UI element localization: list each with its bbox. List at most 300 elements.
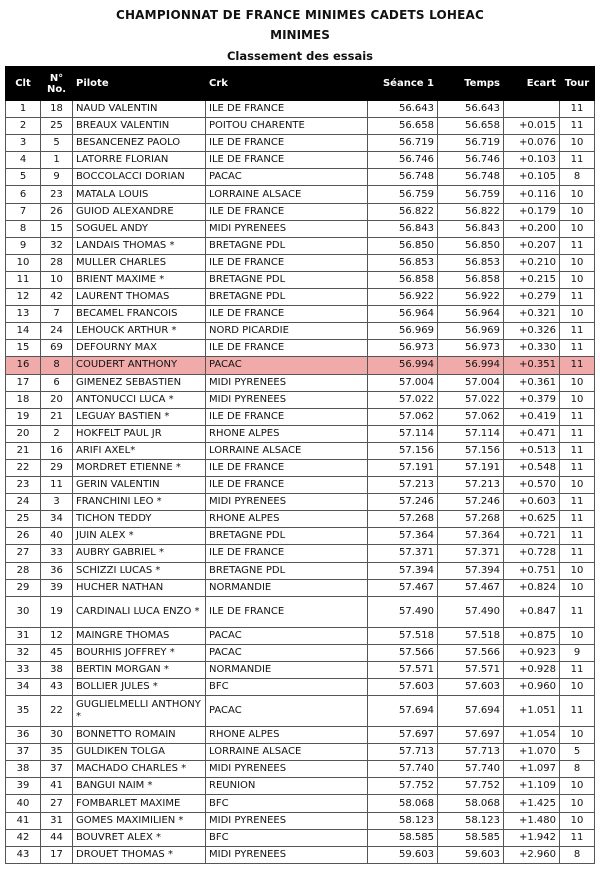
cell-number: 18 — [41, 101, 73, 118]
cell-number: 10 — [41, 271, 73, 288]
cell-temps: 57.156 — [438, 442, 504, 459]
cell-clt: 38 — [6, 761, 41, 778]
cell-crk: RHONE ALPES — [206, 425, 368, 442]
table-row — [6, 829, 595, 846]
table-row — [6, 459, 595, 476]
table-row — [6, 596, 595, 627]
cell-ecart: +0.361 — [504, 374, 560, 391]
cell-number: 35 — [41, 744, 73, 761]
cell-temps: 56.822 — [438, 203, 504, 220]
cell-temps: 58.585 — [438, 829, 504, 846]
cell-crk: ILE DE FRANCE — [206, 459, 368, 476]
cell-clt: 19 — [6, 408, 41, 425]
cell-clt: 9 — [6, 237, 41, 254]
cell-seance1: 56.853 — [368, 254, 438, 271]
cell-number: 8 — [41, 357, 73, 374]
cell-ecart: +0.179 — [504, 203, 560, 220]
cell-seance1: 57.191 — [368, 459, 438, 476]
cell-clt: 33 — [6, 661, 41, 678]
cell-seance1: 57.697 — [368, 727, 438, 744]
cell-seance1: 57.022 — [368, 391, 438, 408]
cell-temps: 57.114 — [438, 425, 504, 442]
cell-crk: PACAC — [206, 627, 368, 644]
cell-temps: 57.022 — [438, 391, 504, 408]
cell-crk: REUNION — [206, 778, 368, 795]
cell-clt: 20 — [6, 425, 41, 442]
cell-ecart: +1.070 — [504, 744, 560, 761]
cell-crk: PACAC — [206, 357, 368, 374]
cell-clt: 3 — [6, 135, 41, 152]
cell-tour: 10 — [560, 778, 595, 795]
cell-clt: 27 — [6, 545, 41, 562]
cell-tour: 10 — [560, 135, 595, 152]
cell-ecart: +0.751 — [504, 562, 560, 579]
cell-seance1: 57.518 — [368, 627, 438, 644]
cell-pilote: DROUET THOMAS * — [73, 846, 206, 863]
cell-temps: 57.246 — [438, 494, 504, 511]
cell-seance1: 57.246 — [368, 494, 438, 511]
cell-pilote: BECAMEL FRANCOIS — [73, 306, 206, 323]
table-row — [6, 408, 595, 425]
cell-clt: 18 — [6, 391, 41, 408]
cell-clt: 23 — [6, 477, 41, 494]
cell-clt: 29 — [6, 579, 41, 596]
cell-temps: 56.759 — [438, 186, 504, 203]
cell-ecart: +0.103 — [504, 152, 560, 169]
cell-number: 24 — [41, 323, 73, 340]
table-row — [6, 627, 595, 644]
cell-number: 19 — [41, 596, 73, 627]
cell-number: 11 — [41, 477, 73, 494]
table-row — [6, 696, 595, 727]
cell-pilote: LEGUAY BASTIEN * — [73, 408, 206, 425]
cell-temps: 57.191 — [438, 459, 504, 476]
cell-seance1: 58.585 — [368, 829, 438, 846]
cell-seance1: 56.973 — [368, 340, 438, 357]
col-header-tour: Tour — [560, 67, 595, 101]
table-header-row — [6, 67, 595, 101]
cell-seance1: 57.740 — [368, 761, 438, 778]
cell-crk: ILE DE FRANCE — [206, 152, 368, 169]
cell-temps: 56.969 — [438, 323, 504, 340]
cell-pilote: LAURENT THOMAS — [73, 289, 206, 306]
cell-tour: 10 — [560, 627, 595, 644]
cell-pilote: GUIOD ALEXANDRE — [73, 203, 206, 220]
cell-ecart: +0.928 — [504, 661, 560, 678]
cell-crk: MIDI PYRENEES — [206, 761, 368, 778]
cell-number: 43 — [41, 679, 73, 696]
cell-clt: 25 — [6, 511, 41, 528]
cell-number: 69 — [41, 340, 73, 357]
cell-clt: 39 — [6, 778, 41, 795]
cell-temps: 57.566 — [438, 644, 504, 661]
cell-ecart: +1.109 — [504, 778, 560, 795]
cell-seance1: 56.748 — [368, 169, 438, 186]
cell-ecart: +0.105 — [504, 169, 560, 186]
cell-tour: 8 — [560, 846, 595, 863]
cell-temps: 58.123 — [438, 812, 504, 829]
cell-ecart: +1.097 — [504, 761, 560, 778]
cell-clt: 15 — [6, 340, 41, 357]
cell-temps: 56.994 — [438, 357, 504, 374]
cell-clt: 17 — [6, 374, 41, 391]
table-row — [6, 511, 595, 528]
cell-tour: 11 — [560, 237, 595, 254]
cell-tour: 11 — [560, 696, 595, 727]
table-row — [6, 169, 595, 186]
cell-crk: BFC — [206, 679, 368, 696]
cell-crk: MIDI PYRENEES — [206, 812, 368, 829]
cell-tour: 11 — [560, 494, 595, 511]
cell-crk: ILE DE FRANCE — [206, 203, 368, 220]
cell-pilote: MAINGRE THOMAS — [73, 627, 206, 644]
cell-clt: 43 — [6, 846, 41, 863]
cell-seance1: 57.752 — [368, 778, 438, 795]
cell-temps: 57.697 — [438, 727, 504, 744]
cell-seance1: 56.858 — [368, 271, 438, 288]
cell-pilote: JUIN ALEX * — [73, 528, 206, 545]
cell-ecart: +0.728 — [504, 545, 560, 562]
cell-clt: 7 — [6, 203, 41, 220]
cell-pilote: ARIFI AXEL* — [73, 442, 206, 459]
cell-temps: 56.964 — [438, 306, 504, 323]
cell-clt: 36 — [6, 727, 41, 744]
cell-pilote: AUBRY GABRIEL * — [73, 545, 206, 562]
cell-temps: 56.853 — [438, 254, 504, 271]
col-header-pilote: Pilote — [73, 67, 206, 101]
table-row — [6, 306, 595, 323]
cell-clt: 1 — [6, 101, 41, 118]
cell-crk: ILE DE FRANCE — [206, 596, 368, 627]
cell-clt: 41 — [6, 812, 41, 829]
cell-seance1: 56.969 — [368, 323, 438, 340]
cell-tour: 10 — [560, 812, 595, 829]
cell-seance1: 56.822 — [368, 203, 438, 220]
cell-crk: NORD PICARDIE — [206, 323, 368, 340]
cell-temps: 57.694 — [438, 696, 504, 727]
cell-pilote: LATORRE FLORIAN — [73, 152, 206, 169]
cell-pilote: BOCCOLACCI DORIAN — [73, 169, 206, 186]
cell-ecart: +2.960 — [504, 846, 560, 863]
table-row — [6, 761, 595, 778]
cell-seance1: 57.566 — [368, 644, 438, 661]
table-row — [6, 271, 595, 288]
cell-tour: 11 — [560, 118, 595, 135]
cell-number: 32 — [41, 237, 73, 254]
cell-temps: 56.746 — [438, 152, 504, 169]
table-row — [6, 374, 595, 391]
cell-crk: PACAC — [206, 644, 368, 661]
cell-ecart: +0.471 — [504, 425, 560, 442]
cell-crk: BRETAGNE PDL — [206, 271, 368, 288]
cell-clt: 12 — [6, 289, 41, 306]
cell-number: 41 — [41, 778, 73, 795]
cell-temps: 56.973 — [438, 340, 504, 357]
cell-ecart: +0.326 — [504, 323, 560, 340]
cell-ecart: +0.419 — [504, 408, 560, 425]
table-row — [6, 323, 595, 340]
cell-seance1: 56.658 — [368, 118, 438, 135]
cell-clt: 31 — [6, 627, 41, 644]
cell-clt: 21 — [6, 442, 41, 459]
table-row — [6, 118, 595, 135]
cell-tour: 11 — [560, 357, 595, 374]
cell-clt: 42 — [6, 829, 41, 846]
cell-crk: ILE DE FRANCE — [206, 477, 368, 494]
cell-crk: BRETAGNE PDL — [206, 289, 368, 306]
cell-crk: MIDI PYRENEES — [206, 846, 368, 863]
cell-number: 38 — [41, 661, 73, 678]
cell-temps: 57.004 — [438, 374, 504, 391]
cell-tour: 10 — [560, 477, 595, 494]
table-row — [6, 778, 595, 795]
cell-pilote: SOGUEL ANDY — [73, 220, 206, 237]
cell-crk: ILE DE FRANCE — [206, 340, 368, 357]
cell-pilote: BERTIN MORGAN * — [73, 661, 206, 678]
cell-crk: NORMANDIE — [206, 579, 368, 596]
cell-number: 12 — [41, 627, 73, 644]
cell-temps: 57.467 — [438, 579, 504, 596]
cell-number: 3 — [41, 494, 73, 511]
cell-tour: 11 — [560, 661, 595, 678]
cell-number: 25 — [41, 118, 73, 135]
cell-pilote: BOUVRET ALEX * — [73, 829, 206, 846]
cell-number: 36 — [41, 562, 73, 579]
cell-clt: 11 — [6, 271, 41, 288]
cell-ecart: +0.207 — [504, 237, 560, 254]
cell-number: 42 — [41, 289, 73, 306]
cell-number: 29 — [41, 459, 73, 476]
cell-ecart: +0.824 — [504, 579, 560, 596]
cell-tour: 11 — [560, 323, 595, 340]
table-row — [6, 494, 595, 511]
table-row — [6, 442, 595, 459]
cell-crk: PACAC — [206, 169, 368, 186]
cell-temps: 56.922 — [438, 289, 504, 306]
table-row — [6, 203, 595, 220]
cell-seance1: 56.964 — [368, 306, 438, 323]
cell-number: 33 — [41, 545, 73, 562]
cell-number: 23 — [41, 186, 73, 203]
cell-clt: 34 — [6, 679, 41, 696]
cell-pilote: MACHADO CHARLES * — [73, 761, 206, 778]
cell-clt: 5 — [6, 169, 41, 186]
cell-crk: ILE DE FRANCE — [206, 101, 368, 118]
cell-ecart: +0.513 — [504, 442, 560, 459]
cell-temps: 56.843 — [438, 220, 504, 237]
cell-seance1: 57.004 — [368, 374, 438, 391]
col-header-number: N° No. — [41, 67, 73, 101]
cell-temps: 57.062 — [438, 408, 504, 425]
cell-seance1: 56.922 — [368, 289, 438, 306]
table-row — [6, 744, 595, 761]
cell-number: 30 — [41, 727, 73, 744]
cell-seance1: 57.062 — [368, 408, 438, 425]
cell-tour: 11 — [560, 829, 595, 846]
cell-pilote: FOMBARLET MAXIME — [73, 795, 206, 812]
cell-crk: LORRAINE ALSACE — [206, 744, 368, 761]
cell-ecart: +0.721 — [504, 528, 560, 545]
cell-temps: 57.752 — [438, 778, 504, 795]
cell-temps: 56.643 — [438, 101, 504, 118]
cell-tour: 10 — [560, 391, 595, 408]
cell-crk: MIDI PYRENEES — [206, 374, 368, 391]
cell-crk: ILE DE FRANCE — [206, 254, 368, 271]
cell-tour: 8 — [560, 761, 595, 778]
cell-pilote: LEHOUCK ARTHUR * — [73, 323, 206, 340]
cell-ecart: +0.015 — [504, 118, 560, 135]
table-row — [6, 152, 595, 169]
cell-ecart: +0.215 — [504, 271, 560, 288]
cell-pilote: GULDIKEN TOLGA — [73, 744, 206, 761]
cell-crk: ILE DE FRANCE — [206, 408, 368, 425]
cell-crk: MIDI PYRENEES — [206, 494, 368, 511]
cell-seance1: 57.268 — [368, 511, 438, 528]
cell-seance1: 56.719 — [368, 135, 438, 152]
cell-tour: 11 — [560, 408, 595, 425]
cell-seance1: 56.643 — [368, 101, 438, 118]
cell-ecart: +0.603 — [504, 494, 560, 511]
cell-number: 17 — [41, 846, 73, 863]
cell-number: 6 — [41, 374, 73, 391]
cell-ecart: +1.480 — [504, 812, 560, 829]
cell-crk: LORRAINE ALSACE — [206, 186, 368, 203]
table-body — [6, 101, 595, 864]
col-header-seance1: Séance 1 — [368, 67, 438, 101]
cell-seance1: 57.114 — [368, 425, 438, 442]
cell-clt: 35 — [6, 696, 41, 727]
cell-tour: 10 — [560, 220, 595, 237]
cell-ecart: +0.351 — [504, 357, 560, 374]
cell-ecart: +0.875 — [504, 627, 560, 644]
cell-seance1: 58.123 — [368, 812, 438, 829]
cell-pilote: NAUD VALENTIN — [73, 101, 206, 118]
cell-tour: 10 — [560, 271, 595, 288]
cell-temps: 57.364 — [438, 528, 504, 545]
cell-clt: 6 — [6, 186, 41, 203]
cell-temps: 57.603 — [438, 679, 504, 696]
cell-ecart: +0.960 — [504, 679, 560, 696]
table-row — [6, 237, 595, 254]
table-row — [6, 289, 595, 306]
table-row — [6, 846, 595, 863]
cell-ecart: +0.200 — [504, 220, 560, 237]
cell-number: 45 — [41, 644, 73, 661]
cell-clt: 16 — [6, 357, 41, 374]
cell-seance1: 57.156 — [368, 442, 438, 459]
cell-tour: 10 — [560, 254, 595, 271]
cell-ecart: +0.321 — [504, 306, 560, 323]
cell-seance1: 57.694 — [368, 696, 438, 727]
cell-seance1: 57.571 — [368, 661, 438, 678]
cell-number: 16 — [41, 442, 73, 459]
cell-seance1: 57.213 — [368, 477, 438, 494]
cell-tour: 11 — [560, 340, 595, 357]
cell-ecart — [504, 101, 560, 118]
cell-pilote: CARDINALI LUCA ENZO * — [73, 596, 206, 627]
cell-crk: BFC — [206, 795, 368, 812]
cell-seance1: 56.746 — [368, 152, 438, 169]
cell-tour: 11 — [560, 289, 595, 306]
cell-temps: 56.858 — [438, 271, 504, 288]
cell-temps: 56.748 — [438, 169, 504, 186]
cell-crk: ILE DE FRANCE — [206, 545, 368, 562]
cell-clt: 40 — [6, 795, 41, 812]
cell-ecart: +1.425 — [504, 795, 560, 812]
cell-seance1: 59.603 — [368, 846, 438, 863]
cell-number: 9 — [41, 169, 73, 186]
cell-pilote: COUDERT ANTHONY — [73, 357, 206, 374]
cell-tour: 10 — [560, 186, 595, 203]
cell-number: 2 — [41, 425, 73, 442]
cell-pilote: HUCHER NATHAN — [73, 579, 206, 596]
cell-number: 34 — [41, 511, 73, 528]
cell-tour: 11 — [560, 459, 595, 476]
cell-pilote: BONNETTO ROMAIN — [73, 727, 206, 744]
cell-temps: 56.658 — [438, 118, 504, 135]
cell-pilote: GUGLIELMELLI ANTHONY * — [73, 696, 206, 727]
col-header-temps: Temps — [438, 67, 504, 101]
cell-tour: 11 — [560, 425, 595, 442]
cell-tour: 10 — [560, 562, 595, 579]
cell-seance1: 57.467 — [368, 579, 438, 596]
cell-clt: 30 — [6, 596, 41, 627]
cell-tour: 10 — [560, 679, 595, 696]
cell-pilote: ANTONUCCI LUCA * — [73, 391, 206, 408]
cell-temps: 57.713 — [438, 744, 504, 761]
cell-seance1: 56.759 — [368, 186, 438, 203]
cell-tour: 10 — [560, 579, 595, 596]
cell-clt: 8 — [6, 220, 41, 237]
cell-temps: 57.518 — [438, 627, 504, 644]
cell-ecart: +1.051 — [504, 696, 560, 727]
cell-crk: RHONE ALPES — [206, 727, 368, 744]
cell-number: 15 — [41, 220, 73, 237]
cell-seance1: 57.713 — [368, 744, 438, 761]
page-title: CHAMPIONNAT DE FRANCE MINIMES CADETS LOHEAC — [115, 8, 485, 22]
cell-pilote: DEFOURNY MAX — [73, 340, 206, 357]
cell-ecart: +0.076 — [504, 135, 560, 152]
cell-ecart: +0.330 — [504, 340, 560, 357]
cell-temps: 57.268 — [438, 511, 504, 528]
cell-seance1: 57.490 — [368, 596, 438, 627]
table-row — [6, 812, 595, 829]
cell-seance1: 57.394 — [368, 562, 438, 579]
cell-ecart: +0.923 — [504, 644, 560, 661]
cell-pilote: GOMES MAXIMILIEN * — [73, 812, 206, 829]
cell-clt: 10 — [6, 254, 41, 271]
cell-crk: BRETAGNE PDL — [206, 528, 368, 545]
cell-crk: LORRAINE ALSACE — [206, 442, 368, 459]
cell-seance1: 57.371 — [368, 545, 438, 562]
cell-seance1: 56.994 — [368, 357, 438, 374]
cell-pilote: SCHIZZI LUCAS * — [73, 562, 206, 579]
cell-clt: 13 — [6, 306, 41, 323]
page-subtitle: Classement des essais — [226, 49, 374, 63]
cell-tour: 5 — [560, 744, 595, 761]
cell-tour: 11 — [560, 442, 595, 459]
table-row — [6, 644, 595, 661]
cell-crk: MIDI PYRENEES — [206, 220, 368, 237]
cell-number: 31 — [41, 812, 73, 829]
cell-crk: BRETAGNE PDL — [206, 237, 368, 254]
table-row — [6, 661, 595, 678]
cell-ecart: +0.379 — [504, 391, 560, 408]
table-row — [6, 391, 595, 408]
table-row — [6, 795, 595, 812]
cell-tour: 11 — [560, 545, 595, 562]
cell-number: 37 — [41, 761, 73, 778]
